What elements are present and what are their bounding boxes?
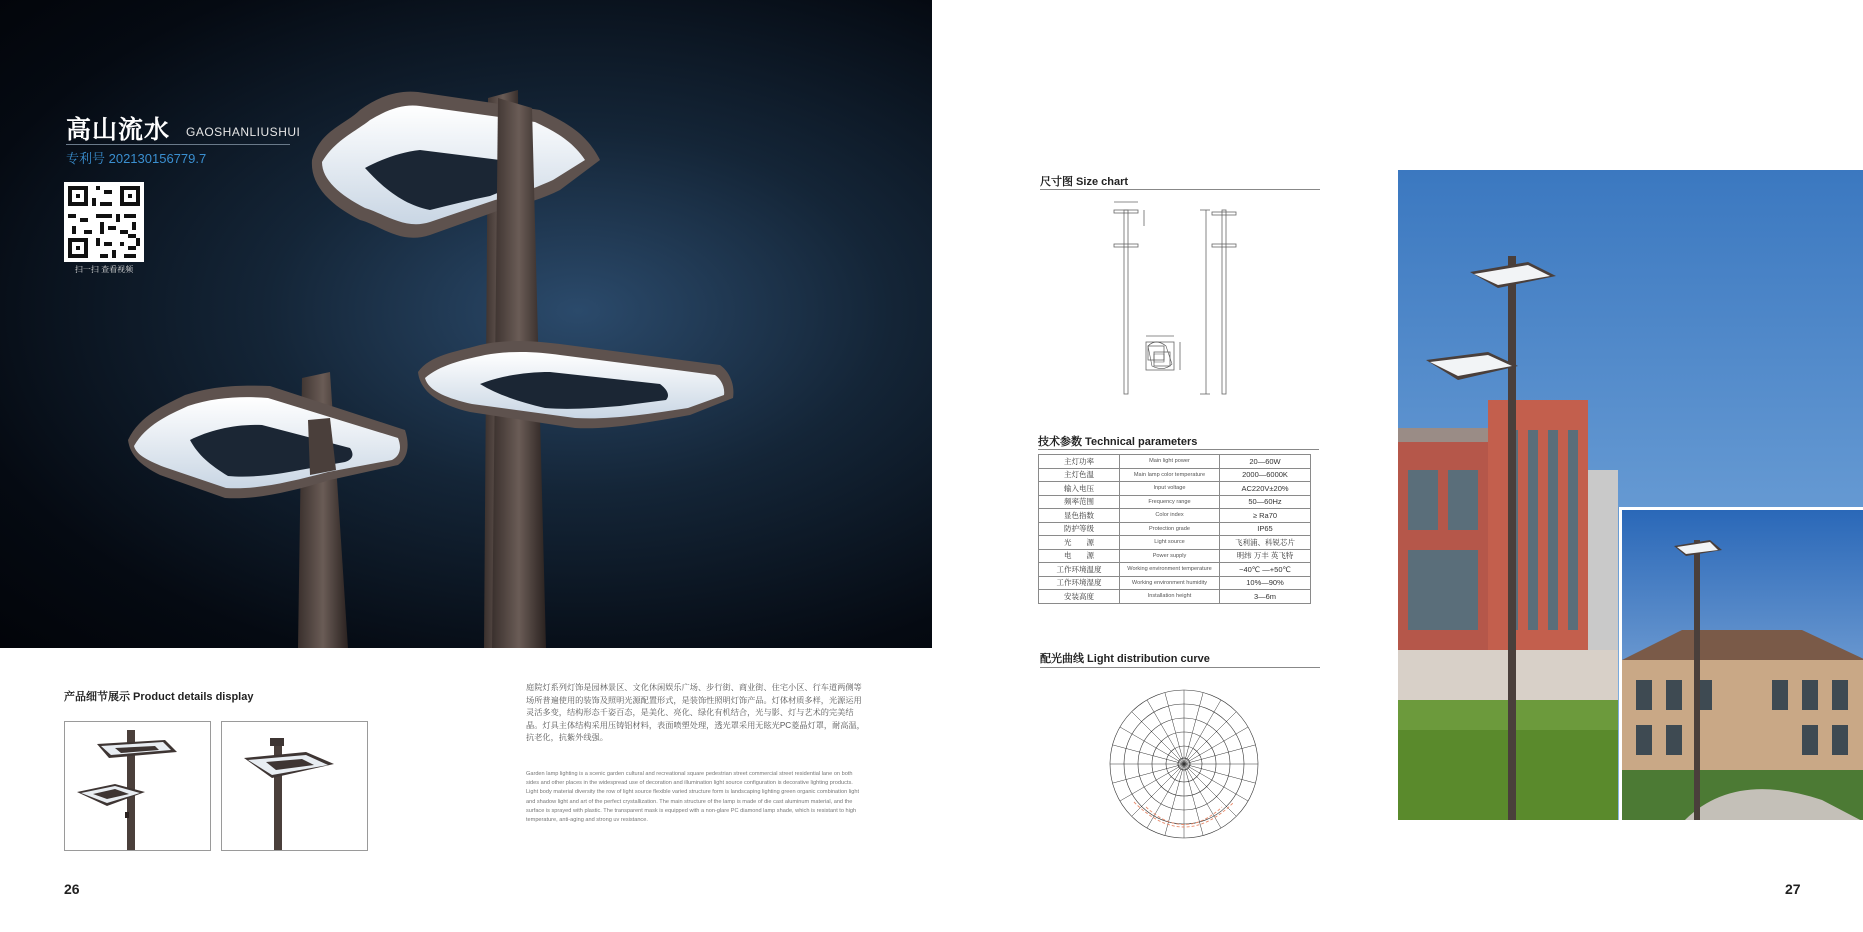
- polar-spoke: [1184, 727, 1248, 764]
- param-value: 20—60W: [1220, 455, 1311, 469]
- param-name-cn: 主灯色温: [1039, 468, 1120, 482]
- qr-code-icon: [64, 182, 144, 262]
- param-name-cn: 工作环境湿度: [1039, 576, 1120, 590]
- tech-param-row: [1039, 590, 1311, 604]
- product-title-cn: 高山流水: [66, 115, 171, 144]
- tech-param-row: [1039, 576, 1311, 590]
- detail-lamp-single-image: [222, 722, 367, 850]
- page-number-left: 26: [64, 881, 80, 897]
- polar-spoke: [1147, 764, 1184, 828]
- size-chart-divider: [1040, 189, 1320, 190]
- title-divider: [66, 144, 290, 145]
- polar-spoke: [1132, 712, 1184, 764]
- param-value: 明纬 万丰 英飞特: [1220, 549, 1311, 563]
- details-title: 产品细节展示 Product details display: [64, 691, 254, 703]
- param-value: IP65: [1220, 522, 1311, 536]
- param-name-cn: 工作环境温度: [1039, 563, 1120, 577]
- patent-number: 专利号 202130156779.7: [66, 151, 207, 166]
- param-name-en: Color index: [1120, 509, 1220, 523]
- param-name-en: Main lamp color temperature: [1120, 468, 1220, 482]
- polar-spoke: [1184, 693, 1203, 764]
- tech-params-table: [1038, 454, 1311, 604]
- param-value: 飞利浦、科锐芯片: [1220, 536, 1311, 550]
- polar-spoke: [1120, 727, 1184, 764]
- qr-code[interactable]: [64, 182, 144, 262]
- param-value: 50—60Hz: [1220, 495, 1311, 509]
- hero-image: [0, 0, 932, 648]
- polar-spoke: [1113, 764, 1184, 783]
- param-name-cn: 防护等级: [1039, 522, 1120, 536]
- param-name-en: Installation height: [1120, 590, 1220, 604]
- polar-spoke: [1184, 764, 1236, 816]
- product-title-en: GAOSHANLIUSHUI: [186, 125, 301, 139]
- param-name-en: Frequency range: [1120, 495, 1220, 509]
- tech-params-divider: [1038, 449, 1319, 450]
- tech-params-title: 技术参数 Technical parameters: [1038, 436, 1198, 448]
- tech-param-row: [1039, 495, 1311, 509]
- light-curve-title: 配光曲线 Light distribution curve: [1040, 653, 1210, 665]
- param-value: ≥ Ra70: [1220, 509, 1311, 523]
- tech-param-row: [1039, 549, 1311, 563]
- polar-spoke: [1184, 745, 1255, 764]
- param-value: −40℃ —+50℃: [1220, 563, 1311, 577]
- param-name-cn: 主灯功率: [1039, 455, 1120, 469]
- lamp-frame-left: [128, 386, 408, 499]
- lamp-frame-middle: [418, 341, 733, 428]
- tech-param-row: [1039, 455, 1311, 469]
- param-value: 3—6m: [1220, 590, 1311, 604]
- size-chart-drawing: [1100, 196, 1280, 396]
- param-name-en: Protection grade: [1120, 522, 1220, 536]
- lamp-frame-top: [312, 92, 600, 238]
- param-name-cn: 频率范围: [1039, 495, 1120, 509]
- tech-param-row: [1039, 509, 1311, 523]
- param-name-en: Working environment humidity: [1120, 576, 1220, 590]
- tech-param-row: [1039, 522, 1311, 536]
- light-curve-divider: [1040, 667, 1320, 668]
- application-inset-photo: [1619, 507, 1863, 820]
- param-value: AC220V±20%: [1220, 482, 1311, 496]
- param-name-en: Input voltage: [1120, 482, 1220, 496]
- param-name-cn: 显色指数: [1039, 509, 1120, 523]
- detail-thumbnail-1[interactable]: [64, 721, 211, 851]
- villa-scene-image: [1622, 510, 1863, 820]
- param-name-cn: 安装高度: [1039, 590, 1120, 604]
- param-name-en: Main light power: [1120, 455, 1220, 469]
- tech-param-row: [1039, 536, 1311, 550]
- param-name-en: Working environment temperature: [1120, 563, 1220, 577]
- tech-param-row: [1039, 563, 1311, 577]
- param-name-en: Light source: [1120, 536, 1220, 550]
- polar-spoke: [1184, 764, 1255, 783]
- detail-lamp-double-image: [65, 722, 210, 850]
- polar-curve-chart: [1104, 682, 1264, 840]
- polar-spoke: [1184, 764, 1221, 828]
- polar-spoke: [1184, 700, 1221, 764]
- tech-params-table-wrapper: [1038, 454, 1311, 604]
- polar-spoke: [1147, 700, 1184, 764]
- polar-spoke: [1113, 745, 1184, 764]
- param-name-cn: 输入电压: [1039, 482, 1120, 496]
- param-name-en: Power supply: [1120, 549, 1220, 563]
- polar-spoke: [1120, 764, 1184, 801]
- polar-spoke: [1184, 764, 1248, 801]
- polar-spoke: [1165, 693, 1184, 764]
- param-value: 10%—90%: [1220, 576, 1311, 590]
- param-name-cn: 光 源: [1039, 536, 1120, 550]
- description-en: Garden lamp lighting is a scenic garden cultural and recreational square pedestrian street commercial street residential lane on both sides and other places in the widespread use of decoration and illumination light source configuration is decorative lighting products. Light body material diversity the row of light source flexible varied structure form is landscaping lighting green organic combination light and shadow light and art of the perfect crystallization. The main structure of the lamp is made of die cast aluminum material, and the surface is sprayed with plastic. The transparent mask is equipped with a non-glare PC diamond lamp shade, which is resistant to high temperature, anti-aging and strong uv resistance.: [526, 771, 859, 824]
- param-name-cn: 电 源: [1039, 549, 1120, 563]
- detail-thumbnail-2[interactable]: [221, 721, 368, 851]
- qr-caption: 扫一扫 查看视频: [74, 265, 134, 274]
- tech-param-row: [1039, 482, 1311, 496]
- polar-spoke: [1132, 764, 1184, 816]
- lamp-illustration: [0, 0, 932, 648]
- size-chart-title: 尺寸图 Size chart: [1040, 176, 1129, 188]
- tech-param-row: [1039, 468, 1311, 482]
- light-distribution-curve: [1104, 682, 1264, 840]
- size-diagram: [1100, 196, 1280, 396]
- param-value: 2000—6000K: [1220, 468, 1311, 482]
- description-cn: 庭院灯系列灯饰是园林景区、文化休闲娱乐广场、步行街、商业街、住宅小区、行车道两侧等场所普遍使用的装饰及照明光源配置形式，是装饰性照明灯饰产品。灯体材质多样，光源运用灵活多变，结构形态千姿百态，是美化、亮化、绿化有机结合，光与影、灯与艺术的完美结晶。灯具主体结构采用压铸铝材料，表面喷塑处理，透光罩采用无眩光PC菱晶灯罩，耐高温，抗老化，抗紫外线强。: [526, 683, 865, 742]
- polar-spoke: [1184, 712, 1236, 764]
- page-number-right: 27: [1785, 881, 1801, 897]
